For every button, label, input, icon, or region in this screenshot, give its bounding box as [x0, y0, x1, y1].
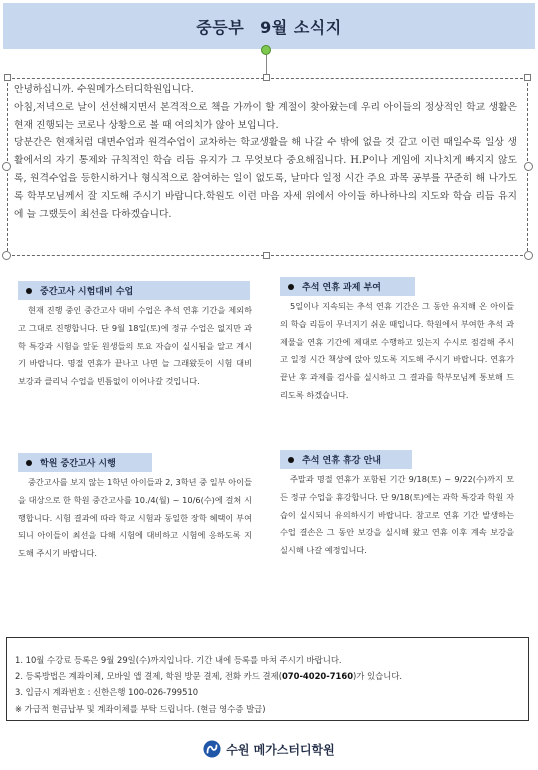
section-heading-holiday-homework: 추석 연휴 과제 부여	[280, 277, 415, 296]
bullet-icon	[26, 288, 32, 294]
tuition-notice-box	[6, 637, 529, 721]
intro-text-box[interactable]	[7, 78, 528, 256]
notice-line-deadline: 1. 10월 수강료 등록은 9월 29일(수)까지입니다. 기간 내에 등록를 마쳐 주시기 바랍니다.	[15, 655, 342, 665]
rotate-handle-stem	[266, 55, 267, 75]
notice-phone-number: 070-4020-7160	[281, 671, 354, 682]
notice-line-account: 3. 입금시 계좌번호 : 신한은행 100-026-799510	[15, 687, 199, 698]
section-heading-holiday-closure: 추석 연휴 휴강 안내	[280, 450, 412, 469]
section-body-holiday-closure: 주말과 명절 연휴가 포함된 기간 9/18(토) ~ 9/22(수)까지 모든 정규 수업을 휴강합니다. 단 9/18(토)에는 과학 특강과 학원 자습이 실시되니 유의하시기 바랍니다. 참고로 연휴 기간 발생하는 수업 결손은 그 동안 보강을 실시해 왔고 연휴 이후 계속 보강을 실시해 나갈 예정입니다.	[280, 474, 514, 556]
title-part-2: 9월 소식지	[260, 17, 342, 37]
resize-handle-bottom-left[interactable]	[2, 251, 11, 260]
section-body-academy-midterm: 중간고사를 보지 않는 1학년 아이들과 2, 3학년 중 일부 아이들을 대상으로 한 학원 중간고사를 10./4(월) ~ 10/6(수)에 걸쳐 시행합니다. 시험 결과에 따라 학교 시험과 동일한 장학 혜택이 부여되니 아이들이 최선을 다해 시험에 대비하고 시험에 응하도록 지도해 주시기 바랍니다.	[18, 477, 252, 559]
section-heading-academy-midterm: 학원 중간고사 시행	[18, 453, 152, 472]
academy-footer	[0, 736, 538, 762]
intro-paragraph-1: 아침,저녁으로 날이 선선해지면서 본격적으로 책을 가까이 할 계절이 찾아왔는데 우리 아이들의 정상적인 학교 생활은 현재 진행되는 코로나 상황으로 볼 때 여의치가 않아 보입니다.	[14, 101, 517, 131]
rotate-handle[interactable]	[261, 45, 271, 55]
resize-handle-bottom-center[interactable]	[263, 252, 270, 259]
notice-line-payment-methods: 2. 등록방법은 계좌이체, 모바일 앱 결제, 학원 방문 결제, 전화 카드 결제(070-4020-7160)가 있습니다.	[15, 671, 403, 682]
resize-handle-middle-right[interactable]	[524, 162, 533, 171]
academy-logo-icon	[203, 740, 221, 758]
section-body-holiday-homework: 5일이나 지속되는 추석 연휴 기간은 그 동안 유지해 온 아이들의 학습 리듬이 무너지기 쉬운 때입니다. 학원에서 부여한 추석 과제물을 연휴 기간에 제대로 수행하고 있는지 수시로 점검해 주시고 일정 시간 책상에 앉아 있도록 지도해 주시기 바랍니다. 연휴가 끝난 후 과제를 검사를 실시하고 그 결과를 학부모님께 통보해 드리도록 하겠습니다.	[280, 301, 514, 400]
bullet-icon	[26, 460, 32, 466]
title-part-1: 중등부	[196, 17, 245, 37]
bullet-icon	[288, 284, 294, 290]
newsletter-title-bar	[3, 3, 535, 49]
resize-handle-bottom-right[interactable]	[524, 251, 533, 260]
section-heading-midterm-prep: 중간고사 시험대비 수업	[18, 281, 250, 300]
bullet-icon	[288, 457, 294, 463]
notice-line-cash-request: ※ 가급적 현금납부 및 계좌이체를 부탁 드립니다. (현금 영수증 발급)	[15, 703, 266, 714]
academy-name: 수원 메가스터디학원	[226, 742, 335, 757]
resize-handle-top-left[interactable]	[4, 74, 11, 81]
resize-handle-top-center[interactable]	[263, 74, 270, 81]
resize-handle-middle-left[interactable]	[2, 162, 11, 171]
newsletter-title	[196, 15, 341, 38]
section-body-midterm-prep: 현재 진행 중인 중간고사 대비 수업은 추석 연휴 기간을 제외하고 그대로 진행합니다. 단 9월 18일(토)에 정규 수업은 없지만 과학 특강과 시험을 앞둔 원생들의 토요 자습이 실시됨을 알고 계시기 바랍니다. 명절 연휴가 끝나고 나면 늘 그래왔듯이 시험 대비 보강과 클리닉 수업을 빈틈없이 이어나갈 것입니다.	[18, 305, 252, 387]
intro-paragraph-2: 당분간은 현재처럼 대면수업과 원격수업이 교차하는 학교생활을 해 나갈 수 밖에 없을 것 같고 이런 때일수록 일상 생활에서의 자기 통제와 규칙적인 학습 리듬 유지가 그 무엇보다 중요해집니다. H.P이나 게임에 지나치게 빠지지 않도록, 원격수업을 등한시하거나 형식적으로 참여하는 일이 없도록, 날마다 일정 시간 주요 과목 공부를 꾸준히 해 나가도록 학부모님께서 잘 지도해 주시기 바랍니다.학원도 이런 마음 자세 위에서 아이들 하나하나의 지도와 학습 리듬 유지에 늘 그랬듯이 최선을 다하겠습니다.	[14, 137, 517, 220]
resize-handle-top-right[interactable]	[524, 74, 531, 81]
intro-greeting: 안녕하십니까. 수원메가스터디학원입니다.	[14, 84, 194, 95]
